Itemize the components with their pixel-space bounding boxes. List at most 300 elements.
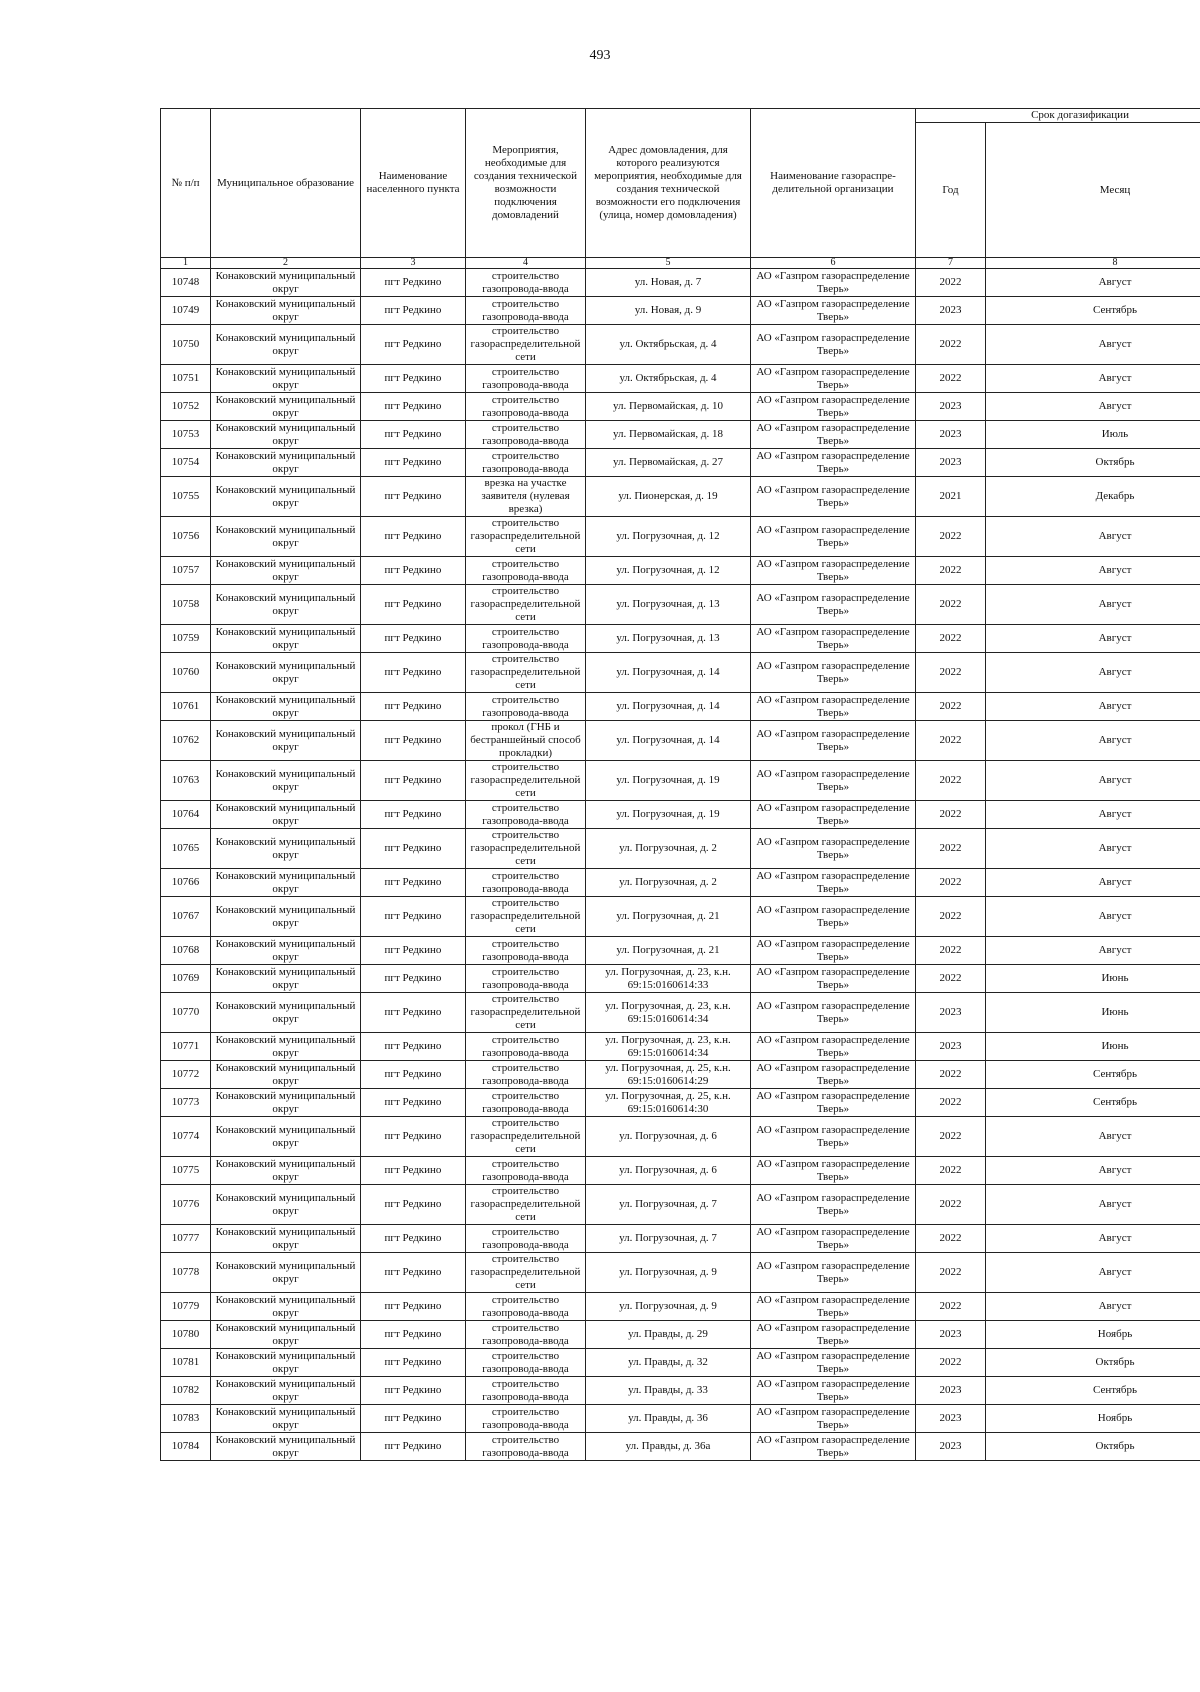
municipality-cell: Конаковский муниципальный округ — [211, 557, 361, 585]
address-cell: ул. Правды, д. 33 — [586, 1377, 751, 1405]
month-cell: Октябрь — [986, 1349, 1200, 1377]
municipality-cell: Конаковский муниципальный округ — [211, 1253, 361, 1293]
municipality-cell: Конаковский муниципальный округ — [211, 585, 361, 625]
municipality-cell: Конаковский муниципальный округ — [211, 801, 361, 829]
month-cell: Август — [986, 1117, 1200, 1157]
month-cell: Октябрь — [986, 1433, 1200, 1461]
settlement-cell: пгт Редкино — [361, 693, 466, 721]
address-cell: ул. Погрузочная, д. 21 — [586, 897, 751, 937]
year-cell: 2023 — [916, 1405, 986, 1433]
address-cell: ул. Погрузочная, д. 13 — [586, 585, 751, 625]
municipality-cell: Конаковский муниципальный округ — [211, 449, 361, 477]
address-cell: ул. Погрузочная, д. 6 — [586, 1117, 751, 1157]
month-cell: Август — [986, 721, 1200, 761]
measure-cell: строительство газопровода-ввода — [466, 297, 586, 325]
month-cell: Август — [986, 897, 1200, 937]
address-cell: ул. Погрузочная, д. 23, к.н. 69:15:0160614:34 — [586, 993, 751, 1033]
address-cell: ул. Новая, д. 9 — [586, 297, 751, 325]
organization-cell: АО «Газпром газораспределение Тверь» — [751, 993, 916, 1033]
address-cell: ул. Погрузочная, д. 9 — [586, 1293, 751, 1321]
address-cell: ул. Новая, д. 7 — [586, 269, 751, 297]
address-cell: ул. Погрузочная, д. 7 — [586, 1225, 751, 1253]
year-cell: 2023 — [916, 297, 986, 325]
settlement-cell: пгт Редкино — [361, 1061, 466, 1089]
table-row — [161, 1157, 1200, 1185]
month-cell: Сентябрь — [986, 1061, 1200, 1089]
table-row — [161, 477, 1200, 517]
table-row — [161, 1349, 1200, 1377]
row-number-cell: 10773 — [161, 1089, 211, 1117]
column-number: 8 — [986, 258, 1200, 269]
settlement-cell: пгт Редкино — [361, 937, 466, 965]
organization-cell: АО «Газпром газораспределение Тверь» — [751, 1033, 916, 1061]
year-cell: 2022 — [916, 585, 986, 625]
row-number-cell: 10755 — [161, 477, 211, 517]
month-cell: Август — [986, 585, 1200, 625]
measure-cell: строительство газопровода-ввода — [466, 1157, 586, 1185]
settlement-cell: пгт Редкино — [361, 869, 466, 897]
municipality-cell: Конаковский муниципальный округ — [211, 421, 361, 449]
row-number-cell: 10779 — [161, 1293, 211, 1321]
organization-cell: АО «Газпром газораспределение Тверь» — [751, 829, 916, 869]
organization-cell: АО «Газпром газораспределение Тверь» — [751, 297, 916, 325]
organization-cell: АО «Газпром газораспределение Тверь» — [751, 693, 916, 721]
year-cell: 2023 — [916, 421, 986, 449]
header-measures: Мероприятия, необходимые для создания технической возможности подключения домовладений — [466, 109, 586, 258]
table-row — [161, 653, 1200, 693]
row-number-cell: 10757 — [161, 557, 211, 585]
measure-cell: строительство газопровода-ввода — [466, 365, 586, 393]
municipality-cell: Конаковский муниципальный округ — [211, 297, 361, 325]
year-cell: 2023 — [916, 449, 986, 477]
measure-cell: строительство газопровода-ввода — [466, 1225, 586, 1253]
measure-cell: строительство газораспределительной сети — [466, 1117, 586, 1157]
organization-cell: АО «Газпром газораспределение Тверь» — [751, 1117, 916, 1157]
organization-cell: АО «Газпром газораспределение Тверь» — [751, 965, 916, 993]
municipality-cell: Конаковский муниципальный округ — [211, 1089, 361, 1117]
row-number-cell: 10752 — [161, 393, 211, 421]
table-row — [161, 269, 1200, 297]
organization-cell: АО «Газпром газораспределение Тверь» — [751, 393, 916, 421]
table-row — [161, 625, 1200, 653]
settlement-cell: пгт Редкино — [361, 585, 466, 625]
organization-cell: АО «Газпром газораспределение Тверь» — [751, 1089, 916, 1117]
month-cell: Август — [986, 1185, 1200, 1225]
year-cell: 2022 — [916, 653, 986, 693]
measure-cell: строительство газораспределительной сети — [466, 1253, 586, 1293]
measure-cell: строительство газопровода-ввода — [466, 1089, 586, 1117]
organization-cell: АО «Газпром газораспределение Тверь» — [751, 1061, 916, 1089]
year-cell: 2022 — [916, 965, 986, 993]
organization-cell: АО «Газпром газораспределение Тверь» — [751, 1293, 916, 1321]
row-number-cell: 10760 — [161, 653, 211, 693]
year-cell: 2022 — [916, 1089, 986, 1117]
organization-cell: АО «Газпром газораспределение Тверь» — [751, 269, 916, 297]
year-cell: 2022 — [916, 897, 986, 937]
measure-cell: строительство газопровода-ввода — [466, 1293, 586, 1321]
organization-cell: АО «Газпром газораспределение Тверь» — [751, 557, 916, 585]
month-cell: Август — [986, 801, 1200, 829]
measure-cell: строительство газопровода-ввода — [466, 625, 586, 653]
month-cell: Август — [986, 653, 1200, 693]
address-cell: ул. Погрузочная, д. 12 — [586, 517, 751, 557]
municipality-cell: Конаковский муниципальный округ — [211, 477, 361, 517]
year-cell: 2023 — [916, 1321, 986, 1349]
organization-cell: АО «Газпром газораспределение Тверь» — [751, 421, 916, 449]
table-body — [161, 269, 1200, 1461]
municipality-cell: Конаковский муниципальный округ — [211, 829, 361, 869]
row-number-cell: 10781 — [161, 1349, 211, 1377]
table-row — [161, 897, 1200, 937]
table-row — [161, 1253, 1200, 1293]
year-cell: 2022 — [916, 269, 986, 297]
row-number-cell: 10774 — [161, 1117, 211, 1157]
row-number-cell: 10762 — [161, 721, 211, 761]
settlement-cell: пгт Редкино — [361, 721, 466, 761]
table-row — [161, 761, 1200, 801]
header-organization: Наименование газораспре-делительной организации — [751, 109, 916, 258]
organization-cell: АО «Газпром газораспределение Тверь» — [751, 721, 916, 761]
year-cell: 2022 — [916, 937, 986, 965]
address-cell: ул. Первомайская, д. 27 — [586, 449, 751, 477]
address-cell: ул. Погрузочная, д. 14 — [586, 721, 751, 761]
row-number-cell: 10758 — [161, 585, 211, 625]
settlement-cell: пгт Редкино — [361, 1377, 466, 1405]
row-number-cell: 10764 — [161, 801, 211, 829]
address-cell: ул. Погрузочная, д. 7 — [586, 1185, 751, 1225]
measure-cell: строительство газопровода-ввода — [466, 557, 586, 585]
table-row — [161, 1033, 1200, 1061]
measure-cell: строительство газопровода-ввода — [466, 1033, 586, 1061]
organization-cell: АО «Газпром газораспределение Тверь» — [751, 1253, 916, 1293]
month-cell: Август — [986, 269, 1200, 297]
table-row — [161, 393, 1200, 421]
settlement-cell: пгт Редкино — [361, 801, 466, 829]
year-cell: 2022 — [916, 517, 986, 557]
settlement-cell: пгт Редкино — [361, 653, 466, 693]
address-cell: ул. Правды, д. 29 — [586, 1321, 751, 1349]
organization-cell: АО «Газпром газораспределение Тверь» — [751, 1433, 916, 1461]
year-cell: 2022 — [916, 693, 986, 721]
month-cell: Июль — [986, 421, 1200, 449]
organization-cell: АО «Газпром газораспределение Тверь» — [751, 1321, 916, 1349]
row-number-cell: 10754 — [161, 449, 211, 477]
year-cell: 2022 — [916, 1061, 986, 1089]
municipality-cell: Конаковский муниципальный округ — [211, 1225, 361, 1253]
measure-cell: строительство газораспределительной сети — [466, 517, 586, 557]
measure-cell: строительство газопровода-ввода — [466, 393, 586, 421]
month-cell: Август — [986, 393, 1200, 421]
municipality-cell: Конаковский муниципальный округ — [211, 1293, 361, 1321]
year-cell: 2022 — [916, 1349, 986, 1377]
organization-cell: АО «Газпром газораспределение Тверь» — [751, 869, 916, 897]
column-number: 2 — [211, 258, 361, 269]
organization-cell: АО «Газпром газораспределение Тверь» — [751, 1405, 916, 1433]
municipality-cell: Конаковский муниципальный округ — [211, 993, 361, 1033]
municipality-cell: Конаковский муниципальный округ — [211, 325, 361, 365]
year-cell: 2022 — [916, 1225, 986, 1253]
year-cell: 2022 — [916, 869, 986, 897]
settlement-cell: пгт Редкино — [361, 393, 466, 421]
table-row — [161, 1321, 1200, 1349]
organization-cell: АО «Газпром газораспределение Тверь» — [751, 1349, 916, 1377]
address-cell: ул. Пионерская, д. 19 — [586, 477, 751, 517]
measure-cell: прокол (ГНБ и бестраншейный способ прокладки) — [466, 721, 586, 761]
row-number-cell: 10777 — [161, 1225, 211, 1253]
year-cell: 2021 — [916, 477, 986, 517]
year-cell: 2022 — [916, 625, 986, 653]
header-number: № п/п — [161, 109, 211, 258]
address-cell: ул. Погрузочная, д. 12 — [586, 557, 751, 585]
municipality-cell: Конаковский муниципальный округ — [211, 869, 361, 897]
table-row — [161, 297, 1200, 325]
month-cell: Август — [986, 365, 1200, 393]
address-cell: ул. Погрузочная, д. 2 — [586, 829, 751, 869]
municipality-cell: Конаковский муниципальный округ — [211, 625, 361, 653]
row-number-cell: 10751 — [161, 365, 211, 393]
organization-cell: АО «Газпром газораспределение Тверь» — [751, 477, 916, 517]
measure-cell: строительство газопровода-ввода — [466, 869, 586, 897]
measure-cell: строительство газораспределительной сети — [466, 1185, 586, 1225]
measure-cell: строительство газораспределительной сети — [466, 897, 586, 937]
year-cell: 2022 — [916, 557, 986, 585]
address-cell: ул. Погрузочная, д. 14 — [586, 653, 751, 693]
measure-cell: строительство газораспределительной сети — [466, 653, 586, 693]
measure-cell: строительство газораспределительной сети — [466, 761, 586, 801]
settlement-cell: пгт Редкино — [361, 829, 466, 869]
measure-cell: строительство газопровода-ввода — [466, 937, 586, 965]
municipality-cell: Конаковский муниципальный округ — [211, 517, 361, 557]
month-cell: Август — [986, 829, 1200, 869]
year-cell: 2022 — [916, 1253, 986, 1293]
municipality-cell: Конаковский муниципальный округ — [211, 393, 361, 421]
settlement-cell: пгт Редкино — [361, 1089, 466, 1117]
settlement-cell: пгт Редкино — [361, 1293, 466, 1321]
row-number-cell: 10766 — [161, 869, 211, 897]
settlement-cell: пгт Редкино — [361, 1225, 466, 1253]
settlement-cell: пгт Редкино — [361, 1433, 466, 1461]
organization-cell: АО «Газпром газораспределение Тверь» — [751, 897, 916, 937]
table-row — [161, 1377, 1200, 1405]
table-row — [161, 1117, 1200, 1157]
municipality-cell: Конаковский муниципальный округ — [211, 965, 361, 993]
organization-cell: АО «Газпром газораспределение Тверь» — [751, 585, 916, 625]
table-row — [161, 993, 1200, 1033]
row-number-cell: 10772 — [161, 1061, 211, 1089]
header-month: Месяц — [986, 123, 1200, 258]
settlement-cell: пгт Редкино — [361, 625, 466, 653]
page-number: 493 — [589, 48, 611, 63]
table-row — [161, 937, 1200, 965]
month-cell: Июнь — [986, 965, 1200, 993]
table-row — [161, 365, 1200, 393]
row-number-cell: 10767 — [161, 897, 211, 937]
address-cell: ул. Погрузочная, д. 23, к.н. 69:15:0160614:34 — [586, 1033, 751, 1061]
month-cell: Сентябрь — [986, 1377, 1200, 1405]
measure-cell: строительство газораспределительной сети — [466, 585, 586, 625]
address-cell: ул. Октябрьская, д. 4 — [586, 325, 751, 365]
organization-cell: АО «Газпром газораспределение Тверь» — [751, 325, 916, 365]
organization-cell: АО «Газпром газораспределение Тверь» — [751, 937, 916, 965]
row-number-cell: 10763 — [161, 761, 211, 801]
header-year: Год — [916, 123, 986, 258]
row-number-cell: 10749 — [161, 297, 211, 325]
header-address: Адрес домовладения, для которого реализуются мероприятия, необходимые для создания технической возможности его подключения (улица, номер домовладения) — [586, 109, 751, 258]
settlement-cell: пгт Редкино — [361, 1117, 466, 1157]
column-number: 4 — [466, 258, 586, 269]
measure-cell: врезка на участке заявителя (нулевая врезка) — [466, 477, 586, 517]
address-cell: ул. Погрузочная, д. 9 — [586, 1253, 751, 1293]
measure-cell: строительство газопровода-ввода — [466, 1433, 586, 1461]
row-number-cell: 10761 — [161, 693, 211, 721]
address-cell: ул. Первомайская, д. 10 — [586, 393, 751, 421]
year-cell: 2022 — [916, 1117, 986, 1157]
measure-cell: строительство газопровода-ввода — [466, 1377, 586, 1405]
measure-cell: строительство газопровода-ввода — [466, 1321, 586, 1349]
settlement-cell: пгт Редкино — [361, 421, 466, 449]
settlement-cell: пгт Редкино — [361, 897, 466, 937]
organization-cell: АО «Газпром газораспределение Тверь» — [751, 1185, 916, 1225]
column-number: 7 — [916, 258, 986, 269]
settlement-cell: пгт Редкино — [361, 557, 466, 585]
organization-cell: АО «Газпром газораспределение Тверь» — [751, 1225, 916, 1253]
organization-cell: АО «Газпром газораспределение Тверь» — [751, 625, 916, 653]
year-cell: 2022 — [916, 365, 986, 393]
table-row — [161, 801, 1200, 829]
municipality-cell: Конаковский муниципальный округ — [211, 721, 361, 761]
table-row — [161, 325, 1200, 365]
row-number-cell: 10750 — [161, 325, 211, 365]
row-number-cell: 10756 — [161, 517, 211, 557]
month-cell: Август — [986, 625, 1200, 653]
measure-cell: строительство газопровода-ввода — [466, 269, 586, 297]
measure-cell: строительство газопровода-ввода — [466, 421, 586, 449]
row-number-cell: 10768 — [161, 937, 211, 965]
municipality-cell: Конаковский муниципальный округ — [211, 1117, 361, 1157]
month-cell: Ноябрь — [986, 1405, 1200, 1433]
settlement-cell: пгт Редкино — [361, 1033, 466, 1061]
row-number-cell: 10771 — [161, 1033, 211, 1061]
column-number: 1 — [161, 258, 211, 269]
row-number-cell: 10783 — [161, 1405, 211, 1433]
measure-cell: строительство газопровода-ввода — [466, 1349, 586, 1377]
table-row — [161, 557, 1200, 585]
year-cell: 2023 — [916, 393, 986, 421]
month-cell: Август — [986, 325, 1200, 365]
table-row — [161, 421, 1200, 449]
address-cell: ул. Погрузочная, д. 23, к.н. 69:15:0160614:33 — [586, 965, 751, 993]
settlement-cell: пгт Редкино — [361, 297, 466, 325]
address-cell: ул. Погрузочная, д. 19 — [586, 801, 751, 829]
month-cell: Август — [986, 557, 1200, 585]
settlement-cell: пгт Редкино — [361, 1185, 466, 1225]
row-number-cell: 10780 — [161, 1321, 211, 1349]
address-cell: ул. Погрузочная, д. 25, к.н. 69:15:0160614:30 — [586, 1089, 751, 1117]
column-number: 6 — [751, 258, 916, 269]
address-cell: ул. Погрузочная, д. 13 — [586, 625, 751, 653]
row-number-cell: 10782 — [161, 1377, 211, 1405]
municipality-cell: Конаковский муниципальный округ — [211, 1061, 361, 1089]
municipality-cell: Конаковский муниципальный округ — [211, 937, 361, 965]
month-cell: Август — [986, 693, 1200, 721]
year-cell: 2022 — [916, 1185, 986, 1225]
municipality-cell: Конаковский муниципальный округ — [211, 653, 361, 693]
year-cell: 2022 — [916, 829, 986, 869]
settlement-cell: пгт Редкино — [361, 325, 466, 365]
address-cell: ул. Погрузочная, д. 2 — [586, 869, 751, 897]
table-row — [161, 517, 1200, 557]
municipality-cell: Конаковский муниципальный округ — [211, 1185, 361, 1225]
row-number-cell: 10765 — [161, 829, 211, 869]
row-number-cell: 10759 — [161, 625, 211, 653]
month-cell: Август — [986, 761, 1200, 801]
month-cell: Август — [986, 1293, 1200, 1321]
table-row — [161, 829, 1200, 869]
month-cell: Август — [986, 1225, 1200, 1253]
row-number-cell: 10770 — [161, 993, 211, 1033]
column-number: 3 — [361, 258, 466, 269]
month-cell: Ноябрь — [986, 1321, 1200, 1349]
municipality-cell: Конаковский муниципальный округ — [211, 693, 361, 721]
month-cell: Август — [986, 869, 1200, 897]
month-cell: Август — [986, 1157, 1200, 1185]
address-cell: ул. Правды, д. 36а — [586, 1433, 751, 1461]
row-number-cell: 10769 — [161, 965, 211, 993]
year-cell: 2022 — [916, 1157, 986, 1185]
address-cell: ул. Погрузочная, д. 25, к.н. 69:15:0160614:29 — [586, 1061, 751, 1089]
year-cell: 2022 — [916, 1293, 986, 1321]
settlement-cell: пгт Редкино — [361, 993, 466, 1033]
municipality-cell: Конаковский муниципальный округ — [211, 1349, 361, 1377]
settlement-cell: пгт Редкино — [361, 517, 466, 557]
measure-cell: строительство газораспределительной сети — [466, 993, 586, 1033]
row-number-cell: 10753 — [161, 421, 211, 449]
organization-cell: АО «Газпром газораспределение Тверь» — [751, 761, 916, 801]
municipality-cell: Конаковский муниципальный округ — [211, 1433, 361, 1461]
measure-cell: строительство газораспределительной сети — [466, 829, 586, 869]
municipality-cell: Конаковский муниципальный округ — [211, 365, 361, 393]
address-cell: ул. Октябрьская, д. 4 — [586, 365, 751, 393]
municipality-cell: Конаковский муниципальный округ — [211, 1157, 361, 1185]
year-cell: 2023 — [916, 1033, 986, 1061]
row-number-cell: 10784 — [161, 1433, 211, 1461]
organization-cell: АО «Газпром газораспределение Тверь» — [751, 653, 916, 693]
table-row — [161, 1061, 1200, 1089]
table-row — [161, 1185, 1200, 1225]
year-cell: 2022 — [916, 801, 986, 829]
row-number-cell: 10778 — [161, 1253, 211, 1293]
settlement-cell: пгт Редкино — [361, 1253, 466, 1293]
settlement-cell: пгт Редкино — [361, 1405, 466, 1433]
municipality-cell: Конаковский муниципальный округ — [211, 269, 361, 297]
settlement-cell: пгт Редкино — [361, 269, 466, 297]
organization-cell: АО «Газпром газораспределение Тверь» — [751, 449, 916, 477]
organization-cell: АО «Газпром газораспределение Тверь» — [751, 1157, 916, 1185]
municipality-cell: Конаковский муниципальный округ — [211, 761, 361, 801]
year-cell: 2022 — [916, 761, 986, 801]
table-row — [161, 721, 1200, 761]
table-row — [161, 869, 1200, 897]
month-cell: Октябрь — [986, 449, 1200, 477]
year-cell: 2022 — [916, 325, 986, 365]
table-row — [161, 1405, 1200, 1433]
measure-cell: строительство газопровода-ввода — [466, 801, 586, 829]
measure-cell: строительство газопровода-ввода — [466, 449, 586, 477]
header-deadline-group: Срок догазификации — [916, 109, 1200, 123]
column-numbers-row — [161, 258, 1200, 269]
measure-cell: строительство газораспределительной сети — [466, 325, 586, 365]
settlement-cell: пгт Редкино — [361, 1157, 466, 1185]
